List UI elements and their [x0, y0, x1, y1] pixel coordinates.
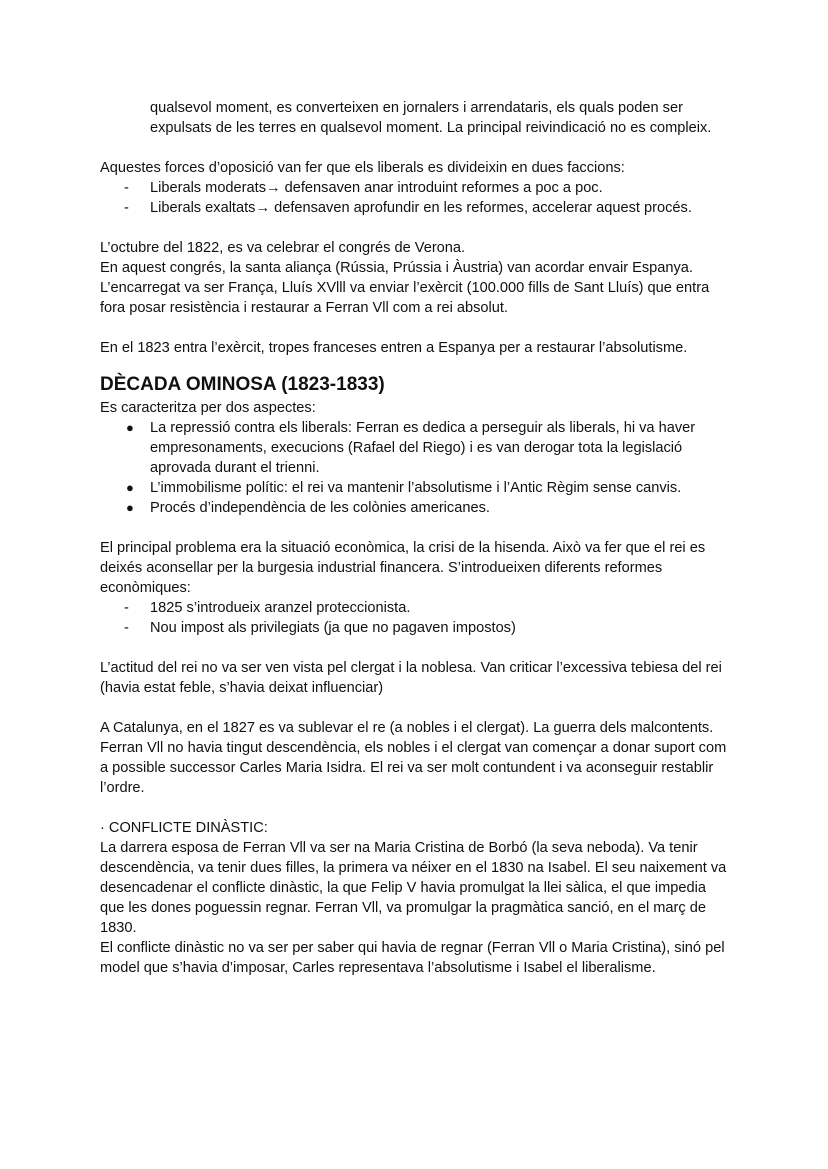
- list-item-text: Liberals exaltats→ defensaven aprofundir en les reformes, accelerar aquest procés.: [150, 200, 692, 216]
- factions-list: [100, 178, 730, 218]
- bullet-marker: ●: [126, 500, 134, 515]
- bullet-marker: ●: [126, 420, 134, 435]
- list-item-text: 1825 s’introdueix aranzel proteccionista.: [150, 600, 411, 616]
- decade-bullets: [100, 418, 730, 518]
- list-item: [100, 598, 730, 618]
- list-item: [100, 618, 730, 638]
- verona-line-2: En aquest congrés, la santa aliança (Rússia, Prússia i Àustria) van acordar envair Espanya.: [100, 260, 693, 276]
- list-item-text: Procés d’independència de les colònies americanes.: [150, 500, 490, 516]
- verona-line-1: L’octubre del 1822, es va celebrar el congrés de Verona.: [100, 240, 466, 256]
- list-item: [100, 478, 730, 498]
- list-item: [100, 198, 730, 218]
- dash-marker: -: [124, 600, 129, 616]
- list-item-text: La repressió contra els liberals: Ferran es dedica a perseguir als liberals, hi va haver empresonaments, execucions (Rafael del Riego) i es van derogar tota la legislació aprovada durant el trienni.: [150, 420, 696, 476]
- catalonia-line-2: Ferran Vll no havia tingut descendència, els nobles i el clergat van començar a donar suport com a possible successor Carles Maria Isidra. El rei va ser molt contundent i va aconseguir restablir l’ordre.: [100, 740, 727, 796]
- list-item-text: Liberals moderats→ defensaven anar introduint reformes a poc a poc.: [150, 180, 603, 196]
- catalonia-line-1: A Catalunya, en el 1827 es va sublevar el re (a nobles i el clergat). La guerra dels malcontents.: [100, 720, 714, 736]
- dash-marker: -: [124, 620, 129, 636]
- conflict-paragraph-1: La darrera esposa de Ferran Vll va ser na Maria Cristina de Borbó (la seva neboda). Va tenir descendència, va tenir dues filles, la primera va néixer en el 1830 na Isabel. El seu naixement va desencadenar el conflicte dinàstic, la que Felip V havia promulgat la llei sàlica, el que impedia que les dones poguessin regnar. Ferran Vll, va promulgar la pragmàtica sanció, en el març de 1830.: [100, 840, 727, 936]
- attitude-paragraph: L’actitud del rei no va ser ven vista pel clergat i la noblesa. Van criticar l’excessiva tebiesa del rei (havia estat feble, s’havia deixat influenciar): [100, 660, 722, 696]
- section-heading-decada-ominosa: DÈCADA OMINOSA (1823-1833): [100, 374, 385, 395]
- conflict-paragraph-2: El conflicte dinàstic no va ser per saber qui havia de regnar (Ferran Vll o Maria Cristina), sinó pel model que s’havia d’imposar, Carles representava l’absolutisme i Isabel el liberalisme.: [100, 940, 725, 976]
- list-item: [100, 498, 730, 518]
- invasion-paragraph: En el 1823 entra l’exèrcit, tropes franceses entren a Espanya per a restaurar l’absolutisme.: [100, 340, 688, 356]
- bullet-marker: ●: [126, 480, 134, 495]
- list-item: [100, 178, 730, 198]
- list-item: [100, 418, 730, 478]
- document-page: [100, 98, 730, 978]
- economy-paragraph: El principal problema era la situació econòmica, la crisi de la hisenda. Això va fer que el rei es deixés aconsellar per la burgesia industrial financera. S’introdueixen diferents reformes econòmiques:: [100, 540, 706, 596]
- dash-marker: -: [124, 180, 129, 196]
- verona-line-3: L’encarregat va ser França, Lluís XVlll va enviar l’exèrcit (100.000 fills de Sant Lluís) que entra fora posar resistència i restaurar a Ferran Vll com a rei absolut.: [100, 280, 710, 316]
- decade-intro: Es caracteritza per dos aspectes:: [100, 400, 316, 416]
- economy-list: [100, 598, 730, 638]
- list-item-text: L’immobilisme polític: el rei va mantenir l’absolutisme i l’Antic Règim sense canvis.: [150, 480, 682, 496]
- intro-continuation: qualsevol moment, es converteixen en jornalers i arrendataris, els quals poden ser expulsats de les terres en qualsevol moment. La principal reivindicació no es compleix.: [150, 100, 712, 136]
- dash-marker: -: [124, 200, 129, 216]
- list-item-text: Nou impost als privilegiats (ja que no pagaven impostos): [150, 620, 516, 636]
- factions-intro: Aquestes forces d’oposició van fer que els liberals es divideixin en dues faccions:: [100, 160, 625, 176]
- conflict-heading: · CONFLICTE DINÀSTIC:: [100, 820, 268, 836]
